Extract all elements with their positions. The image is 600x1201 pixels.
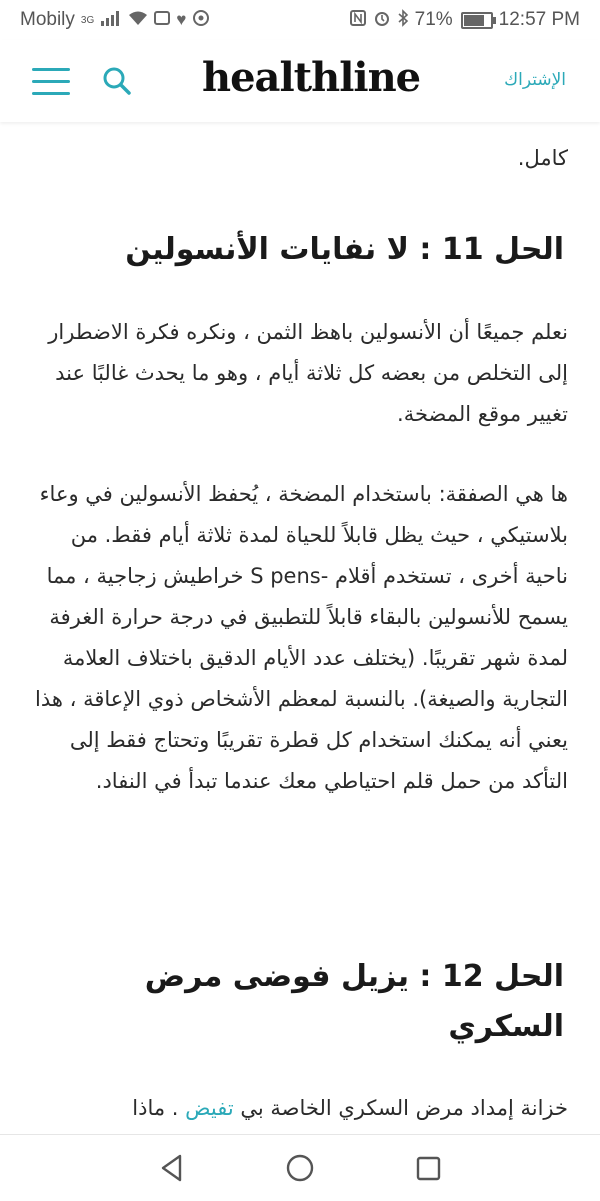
paragraph-insulin-cost: نعلم جميعًا أن الأنسولين باهظ الثمن ، ونكره فكرة الاضطرار إلى التخلص من بعضه كل ثلاثة أيام ، وهو ما يحدث غالبًا عند تغيير موقع المضخة. [48, 320, 568, 426]
paragraph-text-start: خزانة إمداد مرض السكري الخاصة بي [240, 1096, 568, 1120]
site-header [0, 40, 600, 122]
subscribe-link[interactable]: الإشتراك [504, 70, 566, 90]
back-triangle-icon[interactable] [155, 1151, 189, 1185]
network-type: 3G [80, 14, 95, 26]
status-bar [0, 0, 600, 40]
recents-square-icon[interactable] [411, 1151, 445, 1185]
battery-fill [464, 15, 484, 26]
status-left [20, 9, 210, 32]
heading-solution-11: الحل 11 : لا نفايات الأنسولين [125, 232, 564, 267]
home-circle-icon[interactable] [283, 1151, 317, 1185]
nfc-icon [349, 9, 367, 32]
status-right [349, 9, 580, 32]
paragraph-supply-closet [32, 1088, 568, 1129]
battery-percent: 71% [414, 9, 453, 30]
notification-icon [154, 10, 170, 31]
signal-icon [100, 10, 122, 31]
battery-icon [461, 12, 493, 29]
bluetooth-icon [397, 9, 409, 32]
partial-paragraph: كامل. [517, 146, 568, 170]
paragraph-text-end: . ماذا [132, 1096, 179, 1120]
search-icon[interactable] [100, 64, 134, 98]
alarm-icon [373, 9, 391, 32]
system-navigation-bar [0, 1134, 600, 1201]
heart-icon: ♥ [176, 10, 187, 29]
wifi-icon [128, 10, 148, 31]
heading-solution-12: الحل 12 : يزيل فوضى مرض السكري [144, 959, 564, 1044]
paragraph-pump-vs-pens: ها هي الصفقة: باستخدام المضخة ، يُحفظ الأنسولين في وعاء بلاستيكي ، حيث يظل قابلاً للحياة لمدة ثلاثة أيام فقط. من ناحية أخرى ، تستخدم أقلام -S pens خراطيش زجاجية ، مما يسمح للأنسولين بالبقاء قابلاً للتطبيق في درجة حرارة الغرفة لمدة شهر تقريبًا. (يختلف عدد الأيام الدقيق باختلاف العلامة التجارية والصيغة). بالنسبة لمعظم الأشخاص ذوي الإعاقة ، هذا يعني أنه يمكنك استخدام كل قطرة تقريبًا وتحتاج فقط إلى التأكد من حمل قلم احتياطي معك عندما تبدأ في النفاد. [35, 482, 568, 793]
clock: 12:57 PM [498, 9, 580, 30]
overflow-link[interactable]: تفيض [185, 1096, 234, 1120]
article-body [0, 122, 600, 1134]
carrier-label: Mobily [20, 9, 75, 30]
whatsapp-icon [192, 9, 210, 32]
healthline-logo[interactable]: healthline [202, 54, 421, 101]
hamburger-menu-icon[interactable] [32, 68, 70, 96]
